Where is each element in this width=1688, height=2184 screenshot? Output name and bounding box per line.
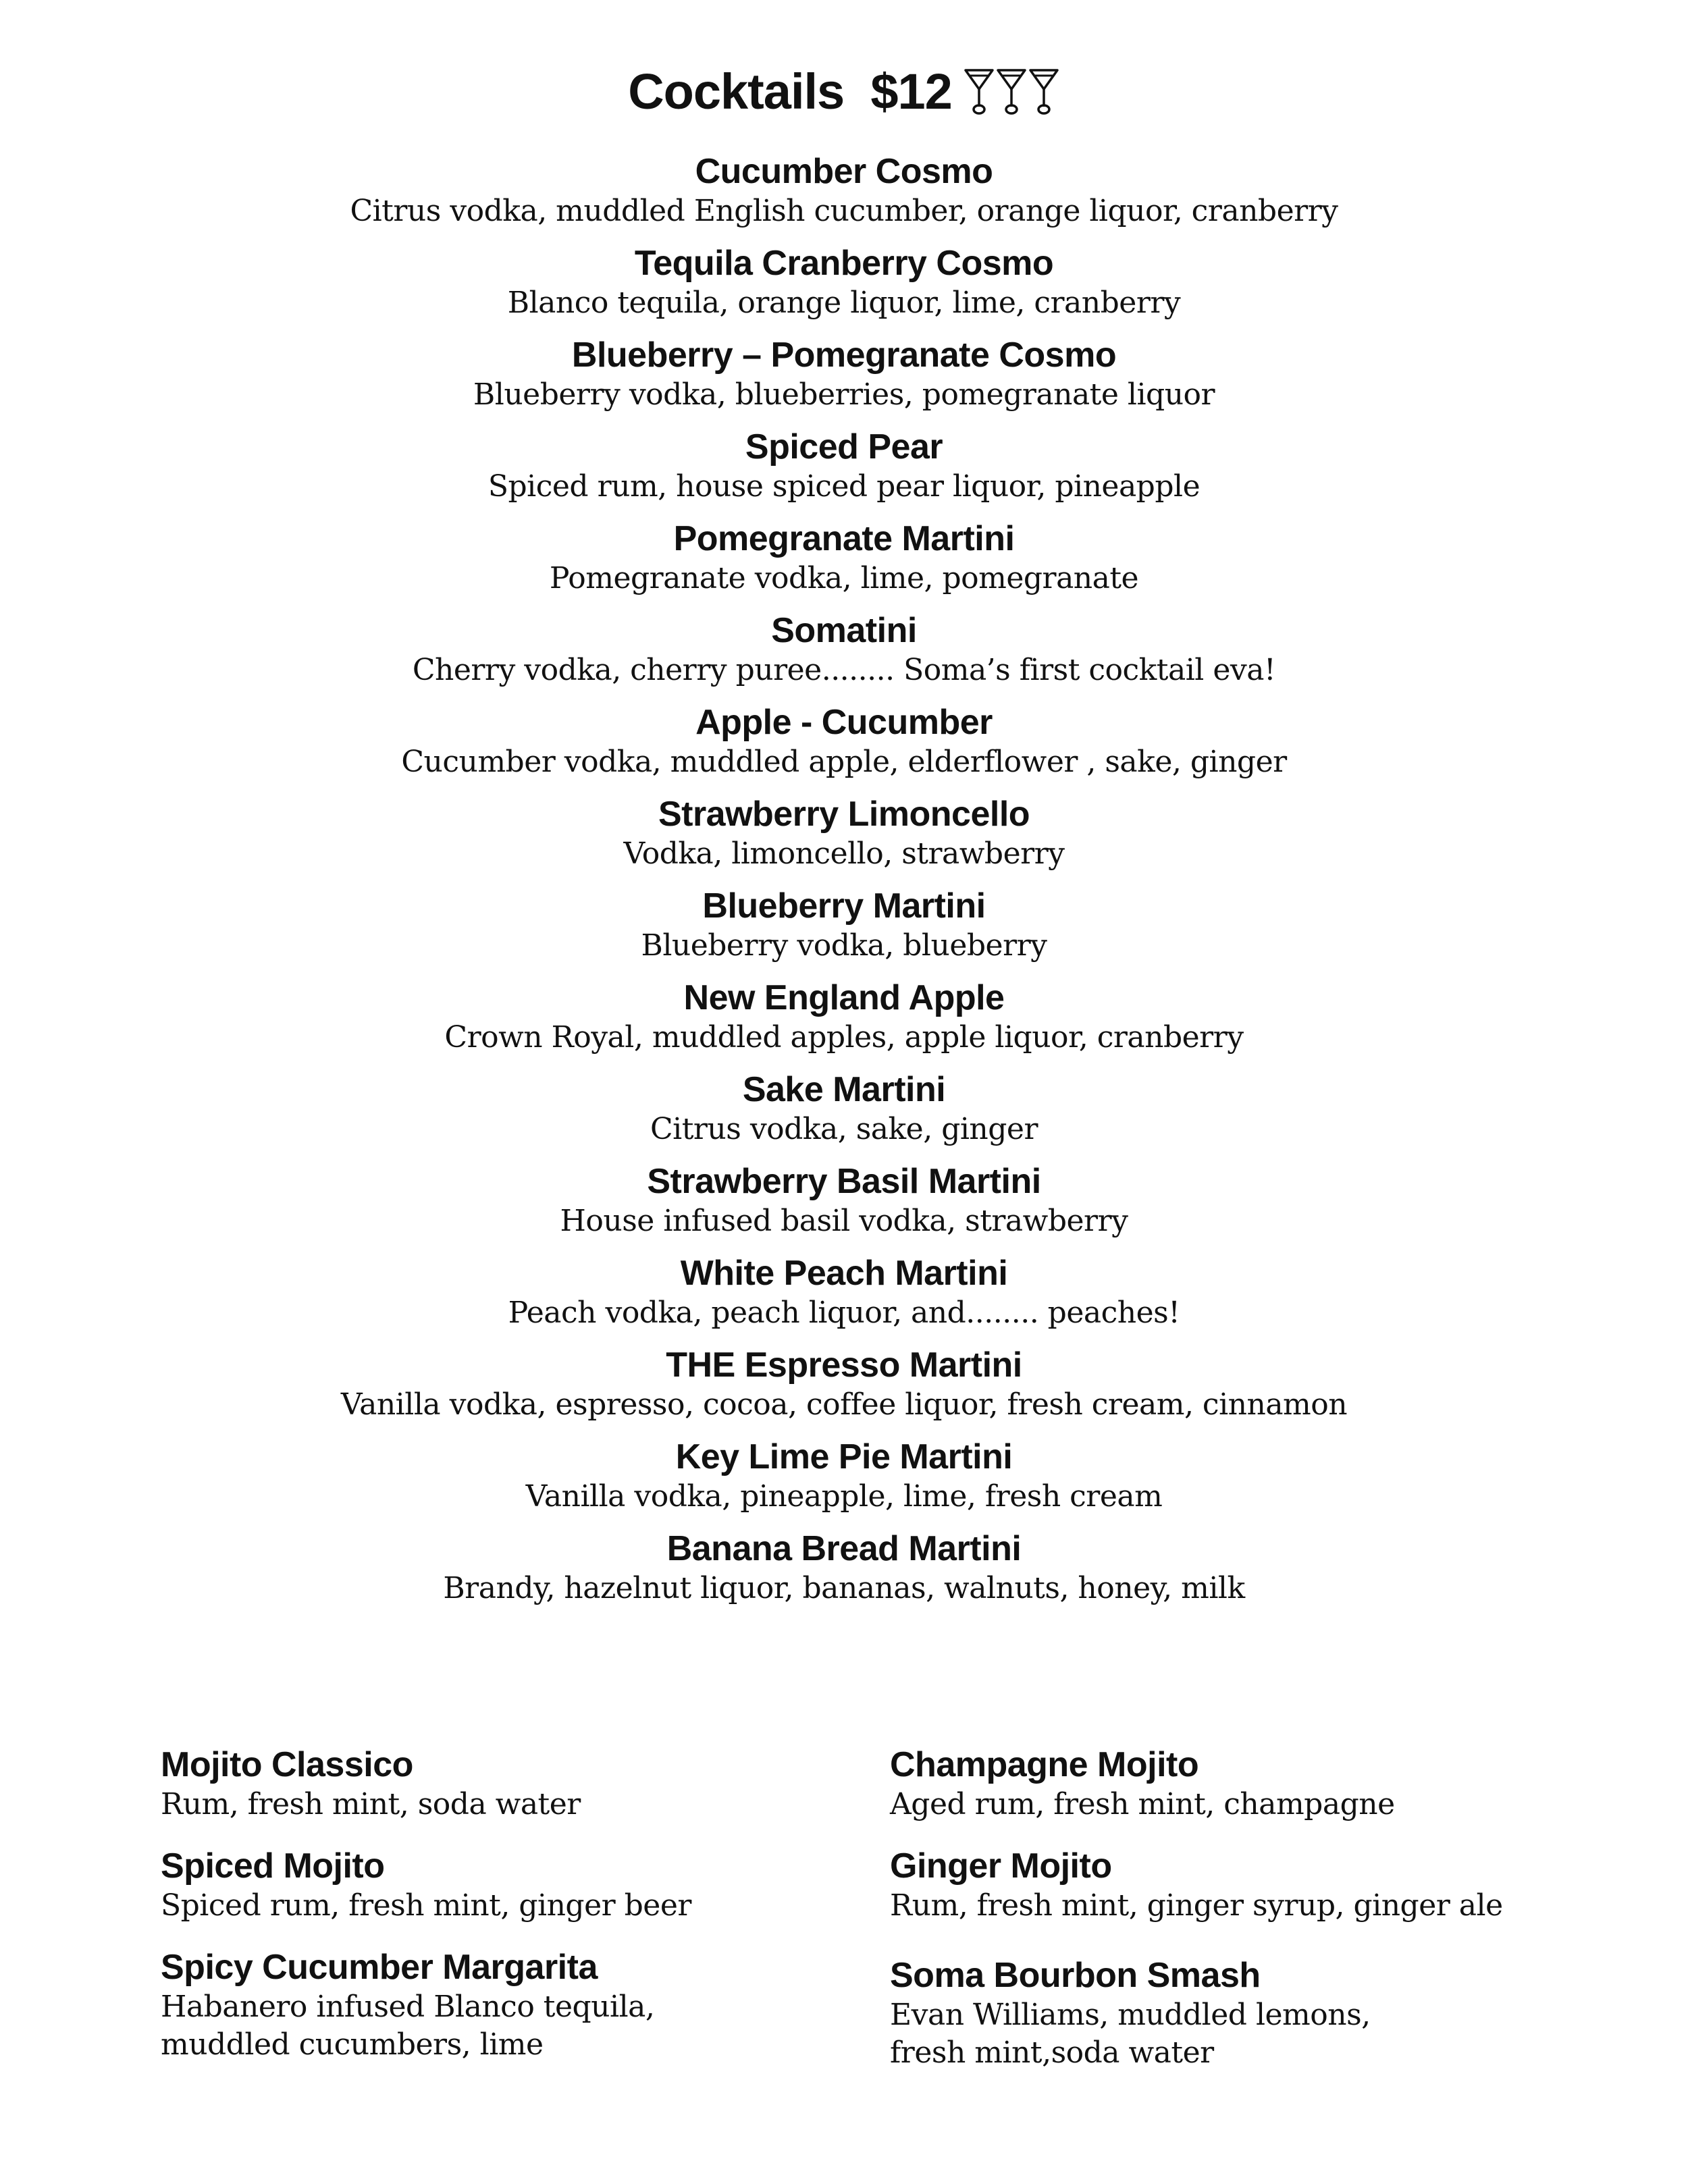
item-name: Strawberry Limoncello bbox=[658, 795, 1030, 834]
menu-item bbox=[0, 610, 1688, 701]
martini-glasses bbox=[963, 66, 1060, 116]
item-description bbox=[890, 1887, 1565, 1925]
item-name: Pomegranate Martini bbox=[673, 519, 1015, 558]
item-name: Key Lime Pie Martini bbox=[675, 1437, 1013, 1476]
item-name: Spiced Pear bbox=[745, 427, 943, 467]
menu-item bbox=[0, 1436, 1688, 1528]
menu-item bbox=[890, 1954, 1565, 2072]
item-description: Vanilla vodka, espresso, cocoa, coffee liquor, fresh cream, cinnamon bbox=[340, 1387, 1348, 1422]
menu-item bbox=[161, 1744, 836, 1823]
menu-item bbox=[0, 1528, 1688, 1620]
item-name: Mojito Classico bbox=[161, 1745, 413, 1784]
item-name: Champagne Mojito bbox=[890, 1745, 1199, 1784]
item-name: Strawberry Basil Martini bbox=[647, 1162, 1041, 1201]
item-name: Blueberry – Pomegranate Cosmo bbox=[571, 336, 1117, 375]
menu-header bbox=[0, 54, 1688, 128]
description-line: Spiced rum, fresh mint, ginger beer bbox=[161, 1888, 691, 1923]
menu-item bbox=[0, 1344, 1688, 1436]
item-name: Blueberry Martini bbox=[702, 886, 986, 926]
item-description bbox=[161, 1887, 836, 1925]
item-description: Peach vodka, peach liquor, and........ peaches! bbox=[508, 1296, 1180, 1330]
menu-item bbox=[0, 701, 1688, 793]
item-description: Cherry vodka, cherry puree........ Soma’s first cocktail eva! bbox=[412, 653, 1276, 687]
menu-item bbox=[0, 242, 1688, 334]
item-description bbox=[890, 1786, 1565, 1823]
menu-item bbox=[890, 1744, 1565, 1823]
menu-item bbox=[0, 518, 1688, 610]
item-description: Citrus vodka, sake, ginger bbox=[650, 1112, 1038, 1146]
item-name: Apple - Cucumber bbox=[695, 703, 993, 742]
item-description: Citrus vodka, muddled English cucumber, orange liquor, cranberry bbox=[350, 194, 1338, 228]
item-description: Vanilla vodka, pineapple, lime, fresh cream bbox=[525, 1479, 1163, 1514]
description-line: fresh mint,soda water bbox=[890, 2035, 1214, 2070]
description-line: Rum, fresh mint, soda water bbox=[161, 1787, 581, 1821]
menu-item bbox=[0, 885, 1688, 977]
item-description: Cucumber vodka, muddled apple, elderflower , sake, ginger bbox=[401, 745, 1287, 779]
martini-glass-icon bbox=[995, 66, 1028, 116]
description-line: Rum, fresh mint, ginger syrup, ginger ale bbox=[890, 1888, 1503, 1923]
item-name: Ginger Mojito bbox=[890, 1846, 1112, 1886]
description-line: Aged rum, fresh mint, champagne bbox=[890, 1787, 1395, 1821]
description-line: Evan Williams, muddled lemons, bbox=[890, 1998, 1371, 2032]
item-name: Sake Martini bbox=[742, 1070, 946, 1109]
menu-item bbox=[0, 793, 1688, 885]
item-description: Blanco tequila, orange liquor, lime, cranberry bbox=[507, 286, 1181, 320]
cocktail-list bbox=[0, 151, 1688, 1620]
item-description: Crown Royal, muddled apples, apple liquor, cranberry bbox=[444, 1020, 1244, 1055]
item-description bbox=[161, 1786, 836, 1823]
menu-item bbox=[0, 151, 1688, 242]
item-description: Vodka, limoncello, strawberry bbox=[623, 836, 1065, 871]
item-name: New England Apple bbox=[683, 978, 1005, 1017]
item-name: Spiced Mojito bbox=[161, 1846, 385, 1886]
item-name: Somatini bbox=[771, 611, 917, 650]
right-column bbox=[890, 1744, 1565, 2094]
item-description: Brandy, hazelnut liquor, bananas, walnuts, honey, milk bbox=[443, 1571, 1245, 1605]
item-description: Pomegranate vodka, lime, pomegranate bbox=[549, 561, 1139, 595]
item-name: Banana Bread Martini bbox=[666, 1529, 1022, 1568]
item-description bbox=[890, 1996, 1565, 2072]
item-name: Soma Bourbon Smash bbox=[890, 1956, 1261, 1995]
menu-item bbox=[0, 426, 1688, 518]
martini-glass-icon bbox=[1028, 66, 1060, 116]
menu-item bbox=[0, 977, 1688, 1069]
menu-item bbox=[890, 1845, 1565, 1925]
item-name: Spicy Cucumber Margarita bbox=[161, 1948, 598, 1987]
menu-item bbox=[0, 1069, 1688, 1161]
menu-item bbox=[0, 1161, 1688, 1252]
item-name: Cucumber Cosmo bbox=[695, 152, 993, 191]
martini-glass-icon bbox=[963, 66, 995, 116]
left-column bbox=[161, 1744, 836, 2085]
item-description: Spiced rum, house spiced pear liquor, pineapple bbox=[487, 469, 1201, 504]
menu-item bbox=[161, 1946, 836, 2064]
description-line: Habanero infused Blanco tequila, bbox=[161, 1990, 655, 2024]
item-description: House infused basil vodka, strawberry bbox=[560, 1204, 1128, 1238]
item-description: Blueberry vodka, blueberries, pomegranate liquor bbox=[473, 377, 1215, 412]
menu-item bbox=[161, 1845, 836, 1925]
item-description bbox=[161, 1988, 836, 2064]
menu-item bbox=[0, 1252, 1688, 1344]
menu-item bbox=[0, 334, 1688, 426]
page-title: Cocktails $12 bbox=[628, 63, 952, 119]
description-line: muddled cucumbers, lime bbox=[161, 2027, 544, 2062]
item-name: White Peach Martini bbox=[680, 1254, 1008, 1293]
item-name: THE Espresso Martini bbox=[666, 1346, 1022, 1385]
item-name: Tequila Cranberry Cosmo bbox=[634, 244, 1054, 283]
item-description: Blueberry vodka, blueberry bbox=[641, 928, 1047, 963]
